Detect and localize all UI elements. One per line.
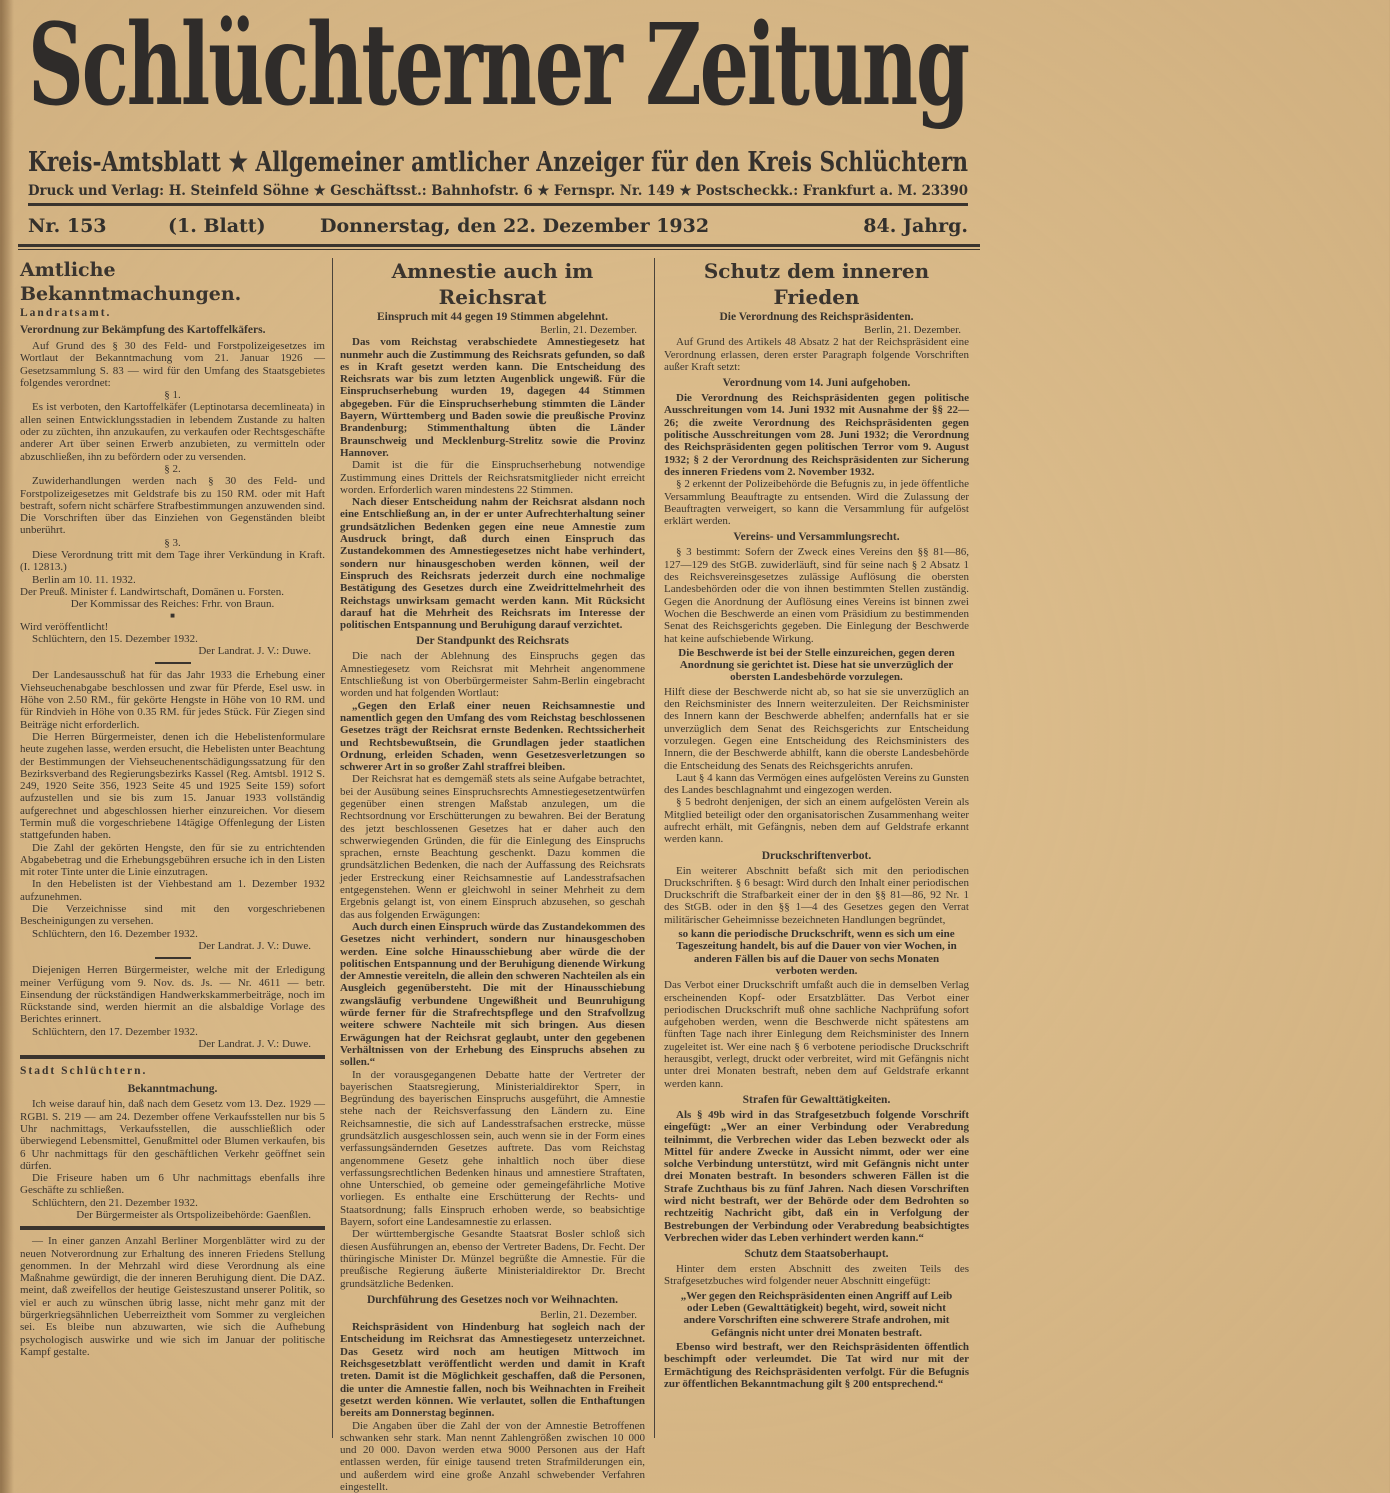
paragraph: Die Verzeichnisse sind mit den vorgeschriebenen Bescheinigungen zu versehen. [20, 903, 325, 928]
masthead-title: Schlüchterner Zeitung [28, 0, 968, 131]
centered-line: § 2. [164, 462, 181, 475]
paragraph: Die Angaben über die Zahl der von der Amnestie Betroffenen schwanken sehr stark. Man nennt Zahlengrößen zwischen 10 000 und 20 000. Davon werden etwa 9000 Personen aus der Haft entlassen werden, für einige tausend treten Strafmilderungen ein, und außerdem wird eine große Anzahl schwebender Verfahren eingestellt. [340, 1419, 645, 1493]
thick-divider [20, 1055, 325, 1059]
centered-line: § 3. [164, 536, 181, 549]
column-divider [654, 258, 655, 1438]
paragraph: In der vorausgegangenen Debatte hatte der Vertreter der bayerischen Staatsregierung, Ministerialdirektor Sperr, in Begründung des bayerischen Einspruchs ausgeführt, die Amnestie stehe nach der Reichsverfassung den Ländern zu. Eine Reichsamnestie, die sich auf Landesstrafsachen erstrecke, müsse grundsätzlich ausgeschlossen sein, auch wenn sie in der Form eines verfassungsändernden Gesetzes auftrete. Das vom Reichstag angenommene Gesetz gehe inhaltlich noch über diese verfassungsrechtlichen Bedenken hinaus und amnestiere Straftaten, ohne Unterschied, ob gemeine oder gemeingefährliche Motive vorliegen. Es enthalte eine Erschütterung der Rechts- und Staatsordnung; falls Einspruch erhoben werde, so beabsichtige Bayern, sofort eine Landesamnestie zu erlassen. [340, 1068, 645, 1229]
paragraph: Laut § 4 kann das Vermögen eines aufgelösten Vereins zu Gunsten des Landes beschlagnahmt und eingezogen werden. [664, 771, 969, 797]
subsection-heading: Vereins- und Versammlungsrecht. [733, 531, 900, 544]
paragraph: Schlüchtern, den 15. Dezember 1932. [32, 632, 198, 645]
paragraph: § 3 bestimmt: Sofern der Zweck eines Vereins den §§ 81—86, 127—129 des StGB. zuwiderläuft, sind für seine nach § 2 Absatz 1 des Reichsvereinsgesetzes zulässige Auflösung die obersten Landesbehörden oder die von ihnen bestimmten Stellen zuständig. Gegen die Anordnung der Auflösung eines Vereins ist binnen zwei Wochen die Beschwerde an einen vom Präsidium zu bestimmenden Senat des Reichsgerichts gegeben. Die Einlegung der Beschwerde hat keine aufschiebende Wirkung. [664, 546, 969, 645]
paragraph: Wird veröffentlicht! [20, 620, 109, 633]
article-subheadline: Die Verordnung des Reichspräsidenten. [719, 311, 914, 323]
ornament: ■ [170, 610, 175, 620]
paragraph: Die Herren Bürgermeister, denen ich die Hebelistenformulare heute zugehen lasse, werden ersucht, die Hebelisten unter Beachtung der Bestimmungen der Viehseuchenentschädigungssatzung für den Bezirksverband des Regierungsbezirks Kassel (Reg. Amtsbl. 1912 S. 249, 1920 Seite 356, 1923 Seite 45 und 1925 Seite 159) sofort aufzustellen und sie bis zum 15. Januar 1933 vollständig aufgerechnet und abgeschlossen hierher einzureichen. Vor diesem Termin muß die vorgeschriebene 14tägige Offenlegung der Listen stattgefunden haben. [20, 730, 325, 842]
paragraph: Ich weise darauf hin, daß nach dem Gesetz vom 13. Dez. 1929 — RGBl. S. 219 — am 24. Dezember offene Verkaufsstellen nur bis 5 Uhr nachmittags, Verkaufsstellen, die ausschließlich oder überwiegend Lebensmittel, Genußmittel oder Blumen verkaufen, bis 6 Uhr nachmittags für den geschäftlichen Verkehr geöffnet sein dürfen. [20, 1098, 325, 1172]
signature: Der Landrat. J. V.: Duwe. [198, 939, 311, 952]
highlighted-quote: Die Beschwerde ist bei der Stelle einzureichen, gegen deren Anordnung sie gerichtet ist. Diese hat sie unverzüglich der obersten Landesbehörde vorzulegen. [678, 646, 955, 684]
bold-paragraph: Auch durch einen Einspruch würde das Zustandekommen des Gesetzes nicht verhindert, sondern nur hinausgeschoben werden. Eine solche Hinausschiebung aber würde die der politischen Entspannung und der Beruhigung dienende Wirkung der Amnestie vereiteln, die allein den schweren Nachteilen als ein Ausgleich gegenübersteht. Die mit der Hinausschiebung zwangsläufig verbundene Ungewißheit und Beunruhigung würde ferner für die Strafrechtspflege und den Strafvollzug weitere schwere Nachteile mit sich bringen. Aus diesen Erwägungen hat der Reichsrat geglaubt, unter den gegebenen Verhältnissen von der Erhebung des Einspruchs absehen zu sollen.“ [340, 920, 645, 1069]
paragraph: Zuwiderhandlungen werden nach § 30 des Feld- und Forstpolizeigesetzes mit Geldstrafe bis zu 150 RM. oder mit Haft bestraft, sofern nicht schärfere Strafbestimmungen anzuwenden sind. Die Vorschriften über das Einziehen von Gegenständen bleibt unberührt. [20, 475, 325, 537]
issue-volume: 84. Jahrg. [863, 215, 968, 237]
signature: Der Landrat. J. V.: Duwe. [198, 1038, 311, 1051]
paragraph: Auf Grund des § 30 des Feld- und Forstpolizeigesetzes im Wortlaut der Bekanntmachung vom 21. Januar 1926 — Gesetzsammlung S. 83 — wird für den Umfang des Staatsgebietes folgendes verordnet: [20, 340, 325, 389]
signature: Der Landrat. J. V.: Duwe. [198, 645, 311, 658]
dateline: Berlin, 21. Dezember. [864, 324, 961, 336]
department-label: Stadt Schlüchtern. [20, 1065, 148, 1078]
bold-paragraph: „Gegen den Erlaß einer neuen Reichsamnestie und namentlich gegen den Umfang des vom Reichstag beschlossenen Gesetzes trägt der Reichsrat ernste Bedenken. Rechtssicherheit und Rechtsbewußtsein, die Grundlagen jeder staatlichen Ordnung, erleiden Schaden, wenn Gesetzesverletzungen so schwerer Art in so großer Zahl straffrei bleiben. [340, 699, 645, 774]
paragraph: Der Landesausschuß hat für das Jahr 1933 die Erhebung einer Viehseuchenabgabe beschlossen und zwar für Pferde, Esel usw. in Höhe von 2.50 RM., für gekörte Hengste in Höhe von 10 RM. und für Rindvieh in Höhe von 0.35 RM. für jedes Stück. Für Ziegen sind Beiträge nicht erforderlich. [20, 669, 325, 731]
dateline: Berlin, 21. Dezember. [540, 324, 637, 336]
highlighted-quote: so kann die periodische Druckschrift, wenn es sich um eine Tageszeitung handelt, bis auf die Dauer von vier Wochen, in anderen Fällen bis auf die Dauer von sechs Monaten verboten werden. [676, 928, 957, 977]
bold-paragraph: Reichspräsident von Hindenburg hat sogleich nach der Entscheidung im Reichsrat das Amnestiegesetz unterzeichnet. Das Gesetz wird noch am heutigen Mittwoch im Reichsgesetzblatt veröffentlicht werden und damit in Kraft treten. Damit ist die Möglichkeit geschaffen, daß die Personen, die unter die Amnestie fallen, noch bis Weihnachten in Freiheit gesetzt werden können. Wie verlautet, sollen die Enthaftungen bereits am Donnerstag beginnen. [340, 1321, 645, 1420]
header-rule-thin [18, 249, 980, 250]
column-divider [332, 258, 333, 1438]
bold-paragraph: Das vom Reichstag verabschiedete Amnestiegesetz hat nunmehr auch die Zustimmung des Reichsrats gefunden, so daß es in Kraft gesetzt werden kann. Die Entscheidung des Reichsrats war bis zum letzten Augenblick ungewiß. Für die Einspruchserhebung wurden 19, dagegen 44 Stimmen abgegeben. Für die Einspruchserhebung stimmten die Länder Bayern, Württemberg und Baden sowie die preußische Provinz Brandenburg; Stimmenthaltung übten die Länder Braunschweig und Mecklenburg-Strelitz sowie die Provinz Hannover. [340, 336, 645, 459]
masthead-subtitle: Kreis-Amtsblatt ★ Allgemeiner amtlicher Anzeiger für den Kreis Schlüchtern [28, 147, 968, 178]
dateline: Berlin, 21. Dezember. [540, 1308, 637, 1321]
paragraph: Auf Grund des Artikels 48 Absatz 2 hat der Reichspräsident eine Verordnung erlassen, deren erster Paragraph folgende Vorschriften außer Kraft setzt: [664, 336, 969, 373]
paragraph: Diese Verordnung tritt mit dem Tage ihrer Verkündung in Kraft. (I. 12813.) [20, 549, 325, 574]
bold-paragraph: Nach dieser Entscheidung nahm der Reichsrat alsdann noch eine Entschließung an, in der er unter Aufrechterhaltung seiner grundsätzlichen Bedenken gegen eine neue Amnestie zum Ausdruck bringt, daß durch einen Einspruch das Zustandekommen des Amnestiegesetzes nicht habe verhindert, sondern nur hinausgeschoben werden können, weil der Einspruch des Reichsrats jederzeit durch eine nochmalige Bestätigung des Gesetzes durch eine Zweidrittelmehrheit des Reichstags unwirksam gemacht werden kann. Mit Rücksicht darauf hat die Mehrheit des Reichsrats im Interesse der politischen Entspannung und Beruhigung darauf verzichtet. [340, 496, 645, 632]
paragraph: Die Friseure haben um 6 Uhr nachmittags ebenfalls ihre Geschäfte zu schließen. [20, 1172, 325, 1197]
paragraph: § 5 bedroht denjenigen, der sich an einem aufgelösten Verein als Mitglied beteiligt oder den organisatorischen Zusammenhang weiter aufrecht erhält, mit Gefängnis, neben dem auf Geldstrafe erkannt werden kann. [664, 796, 969, 846]
paragraph: § 2 erkennt der Polizeibehörde die Befugnis zu, in jede öffentliche Versammlung Beauftragte zu entsenden. Wird die Zulassung der Beauftragten verweigert, so kann die Versammlung für aufgelöst erklärt werden. [664, 478, 969, 528]
article-subheadline: Einspruch mit 44 gegen 19 Stimmen abgelehnt. [377, 311, 608, 323]
subsection-heading: Bekanntmachung. [127, 1083, 218, 1096]
issue-line [28, 212, 968, 240]
section-heading: Amtliche Bekanntmachungen. [20, 259, 242, 305]
issue-sheet: (1. Blatt) [168, 215, 266, 237]
paragraph: Der Preuß. Minister f. Landwirtschaft, Domänen u. Forsten. [20, 585, 284, 598]
article-headline: Amnestie auch im Reichsrat [391, 259, 594, 309]
department-label: Landratsamt. [20, 307, 112, 319]
header-rule [18, 244, 980, 247]
centered-line: § 1. [164, 389, 181, 402]
paragraph: In den Hebelisten ist der Viehbestand am 1. Dezember 1932 aufzunehmen. [20, 878, 325, 903]
short-divider [155, 662, 191, 664]
paragraph: Die Zahl der gekörten Hengste, den für sie zu entrichtenden Abgabebetrag und die Erhebungsgebühren ersuche ich in den Listen mit roter Tinte unter die Linie einzutragen. [20, 841, 325, 879]
subsection-heading: Verordnung vom 14. Juni aufgehoben. [722, 377, 911, 390]
article-headline: Schutz dem inneren Frieden [703, 259, 930, 309]
paragraph: Der württembergische Gesandte Staatsrat Bosler schloß sich diesen Ausführungen an, ebenso der Vertreter Badens, Dr. Fecht. Der thüringische Minister Dr. Münzel begrüßte die Amnestie. Für die preußische Regierung äußerte Ministerialdirektor Dr. Brecht grundsätzliche Bedenken. [340, 1228, 645, 1290]
paragraph: Die nach der Ablehnung des Einspruchs gegen das Amnestiegesetz vom Reichsrat mit Mehrheit angenommene Entschließung ist von Oberbürgermeister Sahm-Berlin eingebracht worden und hat folgenden Wortlaut: [340, 650, 645, 700]
short-divider [155, 957, 191, 959]
paragraph: Es ist verboten, den Kartoffelkäfer (Leptinotarsa decemlineata) in allen seinen Entwicklungsstadien in lebendem Zustande zu halten oder zu züchten, ihn anzukaufen, zu verkaufen oder Rechtsgeschäfte anderer Art über seinen Erwerb anzubieten, zu vermitteln oder abzuschließen, ihn zu befördern oder zu versenden. [20, 401, 325, 463]
bold-paragraph: Ebenso wird bestraft, wer den Reichspräsidenten öffentlich beschimpft oder verleumdet. Die Tat wird nur mit der Ermächtigung des Reichspräsidenten verfolgt. Für die Befugnis zur öffentlichen Bekanntmachung gilt § 200 entsprechend.“ [664, 1340, 969, 1390]
column-amnesty-article [340, 258, 645, 1493]
paragraph: Ein weiterer Abschnitt befaßt sich mit den periodischen Druckschriften. § 6 besagt: Wird durch den Inhalt einer periodischen Druckschrift die Strafbarkeit einer der in den §§ 81—86, 92 Nr. 1 des StGB. oder in den §§ 1—4 des Gesetzes gegen den Verrat militärischer Geheimnisse bezeichneten Handlungen begründet, [664, 864, 969, 926]
bold-paragraph: Als § 49b wird in das Strafgesetzbuch folgende Vorschrift eingefügt: „Wer an einer Verbindung oder Verabredung teilnimmt, die Verbrechen wider das Leben bezweckt oder als Mittel für andere Zwecke in Aussicht nimmt, oder wer eine solche Verbindung unterstützt, wird mit Gefängnis nicht unter drei Monaten bestraft. In besonders schweren Fällen ist die Strafe Zuchthaus bis zu fünf Jahren. Nach diesen Vorschriften wird nicht bestraft, wer der Behörde oder dem Bedrohten so rechtzeitig Nachricht gibt, daß ein in Verfolgung der Bestrebungen der Verbindung oder Verabredung beabsichtigtes Verbrechen wider das Leben verhindert werden kann.“ [664, 1108, 969, 1244]
paragraph: Schlüchtern, den 21. Dezember 1932. [32, 1196, 198, 1209]
paragraph: Der Reichsrat hat es demgemäß stets als seine Aufgabe betrachtet, bei der Ausübung seines Einspruchsrechts Amnestiegesetzentwürfen gegenüber einen strengen Maßstab anzulegen, um die Rechtsordnung vor Erschütterungen zu bewahren. Bei der Beratung des jetzt beschlossenen Gesetzes hat er daher auch den schwerwiegenden Gründen, die für die Einlegung des Einspruchs sprachen, ernste Beachtung geschenkt. Dazu kommen die grundsätzlichen Bedenken, die nach der Auffassung des Reichsrats jeder Erstreckung einer Reichsamnestie auf Landesstrafsachen entgegenstehen. Wenn er gleichwohl in seiner Mehrheit zu dem Ergebnis gelangt ist, von einem Einspruch abzusehen, so geschah das aus folgenden Erwägungen: [340, 773, 645, 921]
subsection-heading: Verordnung zur Bekämpfung des Kartoffelkäfers. [20, 324, 266, 336]
paragraph: — In einer ganzen Anzahl Berliner Morgenblätter wird zu der neuen Notverordnung zur Erhaltung des inneren Friedens Stellung genommen. In der Mehrzahl wird diese Verordnung als eine Maßnahme gewürdigt, die der inneren Beruhigung dient. Die DAZ. meint, daß zweifellos der heutige Geisteszustand unserer Politik, so viel er auch zu wünschen übrig lasse, nicht mehr ganz mit der bürgerkriegsähnlichen Ueberreiztheit vom Sommer zu vergleichen sei. Es bleibe nun abzuwarten, wie sich die Aufhebung psychologisch auswirke und wie sich im Januar der politische Kampf gestalte. [20, 1235, 325, 1358]
paragraph: Diejenigen Herren Bürgermeister, welche mit der Erledigung meiner Verfügung vom 9. Nov. ds. Js. — Nr. 4611 — betr. Einsendung der rückständigen Handwerkskammerbeiträge, noch im Rückstande sind, werden hiermit an die alsbaldige Vorlage des Berichtes erinnert. [20, 964, 325, 1026]
signature: Der Bürgermeister als Ortspolizeibehörde: Gaenßlen. [76, 1209, 311, 1221]
subsection-heading: Druckschriftenverbot. [761, 849, 872, 862]
paragraph: Berlin am 10. 11. 1932. [32, 573, 136, 586]
column-official-notices [20, 258, 325, 1453]
bold-paragraph: Die Verordnung des Reichspräsidenten gegen politische Ausschreitungen vom 14. Juni 1932 mit Ausnahme der §§ 22—26; die zweite Verordnung des Reichspräsidenten gegen politische Ausschreitungen vom 28. Juni 1932; die Verordnung des Reichspräsidenten gegen politischen Terror vom 9. August 1932; § 2 der Verordnung des Reichspräsidenten zur Sicherung des inneren Friedens vom 2. November 1932. [664, 392, 969, 478]
thick-divider [20, 1226, 325, 1230]
newspaper-title [28, 0, 968, 136]
masthead-divider [28, 203, 968, 206]
issue-date: Donnerstag, den 22. Dezember 1932 [320, 215, 710, 237]
highlighted-quote: „Wer gegen den Reichspräsidenten einen Angriff auf Leib oder Leben (Gewalttätigkeit) begeht, wird, soweit nicht andere Vorschriften eine schwerere Strafe androhen, mit Gefängnis nicht unter drei Monaten bestraft. [680, 1289, 953, 1339]
masthead-imprint: Druck und Verlag: H. Steinfeld Söhne ★ Geschäftsst.: Bahnhofstr. 6 ★ Fernspr. Nr. 149 ★ Postscheckk.: Frankfurt a. M. 23390 [28, 183, 968, 199]
subsection-heading: Der Standpunkt des Reichsrats [416, 635, 569, 648]
issue-number: Nr. 153 [28, 215, 107, 237]
masthead-imprint-line [28, 182, 968, 200]
column-inner-peace-article [664, 258, 969, 1453]
subsection-heading: Strafen für Gewalttätigkeiten. [742, 1093, 891, 1106]
paragraph: Damit ist die für die Einspruchserhebung notwendige Zustimmung eines Drittels der Reichsratsmitglieder nicht erreicht worden. Erforderlich waren mindestens 22 Stimmen. [340, 459, 645, 496]
paragraph: Hinter dem ersten Abschnitt des zweiten Teils des Strafgesetzbuches wird folgender neuer Abschnitt eingefügt: [664, 1263, 969, 1288]
masthead-subtitle-line [28, 146, 968, 180]
paragraph: Schlüchtern, den 17. Dezember 1932. [32, 1025, 198, 1038]
paragraph: Hilft diese der Beschwerde nicht ab, so hat sie sie unverzüglich an den Reichsminister des Innern weiterzuleiten. Der Reichsminister des Innern kann der Beschwerde abhelfen; andernfalls hat er sie unverzüglich dem Senat des Reichsgerichts zur Entscheidung vorzulegen. Gegen eine Entscheidung des Reichsministers des Innern, die der Beschwerde abhilft, kann die oberste Landesbehörde die Entscheidung des Senats des Reichsgerichts anrufen. [664, 685, 969, 772]
subsection-heading: Durchführung des Gesetzes noch vor Weihnachten. [366, 1293, 619, 1306]
paragraph: Das Verbot einer Druckschrift umfaßt auch die in demselben Verlag erscheinenden Kopf- oder Ersatzblätter. Das Verbot einer periodischen Druckschrift muß ohne sachliche Nachprüfung sofort aufgehoben werden, wenn die Beschwerde nicht spätestens am fünften Tage nach ihrer Einlegung dem Reichsminister des Innern zugeleitet ist. Wer eine nach § 6 verbotene periodische Druckschrift herausgibt, verlegt, druckt oder verbreitet, wird mit Gefängnis nicht unter drei Monaten bestraft, neben dem auf Geldstrafe erkannt werden kann. [664, 979, 969, 1090]
subsection-heading: Schutz dem Staatsoberhaupt. [744, 1248, 889, 1261]
paragraph: Schlüchtern, den 16. Dezember 1932. [32, 927, 198, 940]
centered-line: Der Kommissar des Reiches: Frhr. von Braun. [70, 598, 275, 611]
